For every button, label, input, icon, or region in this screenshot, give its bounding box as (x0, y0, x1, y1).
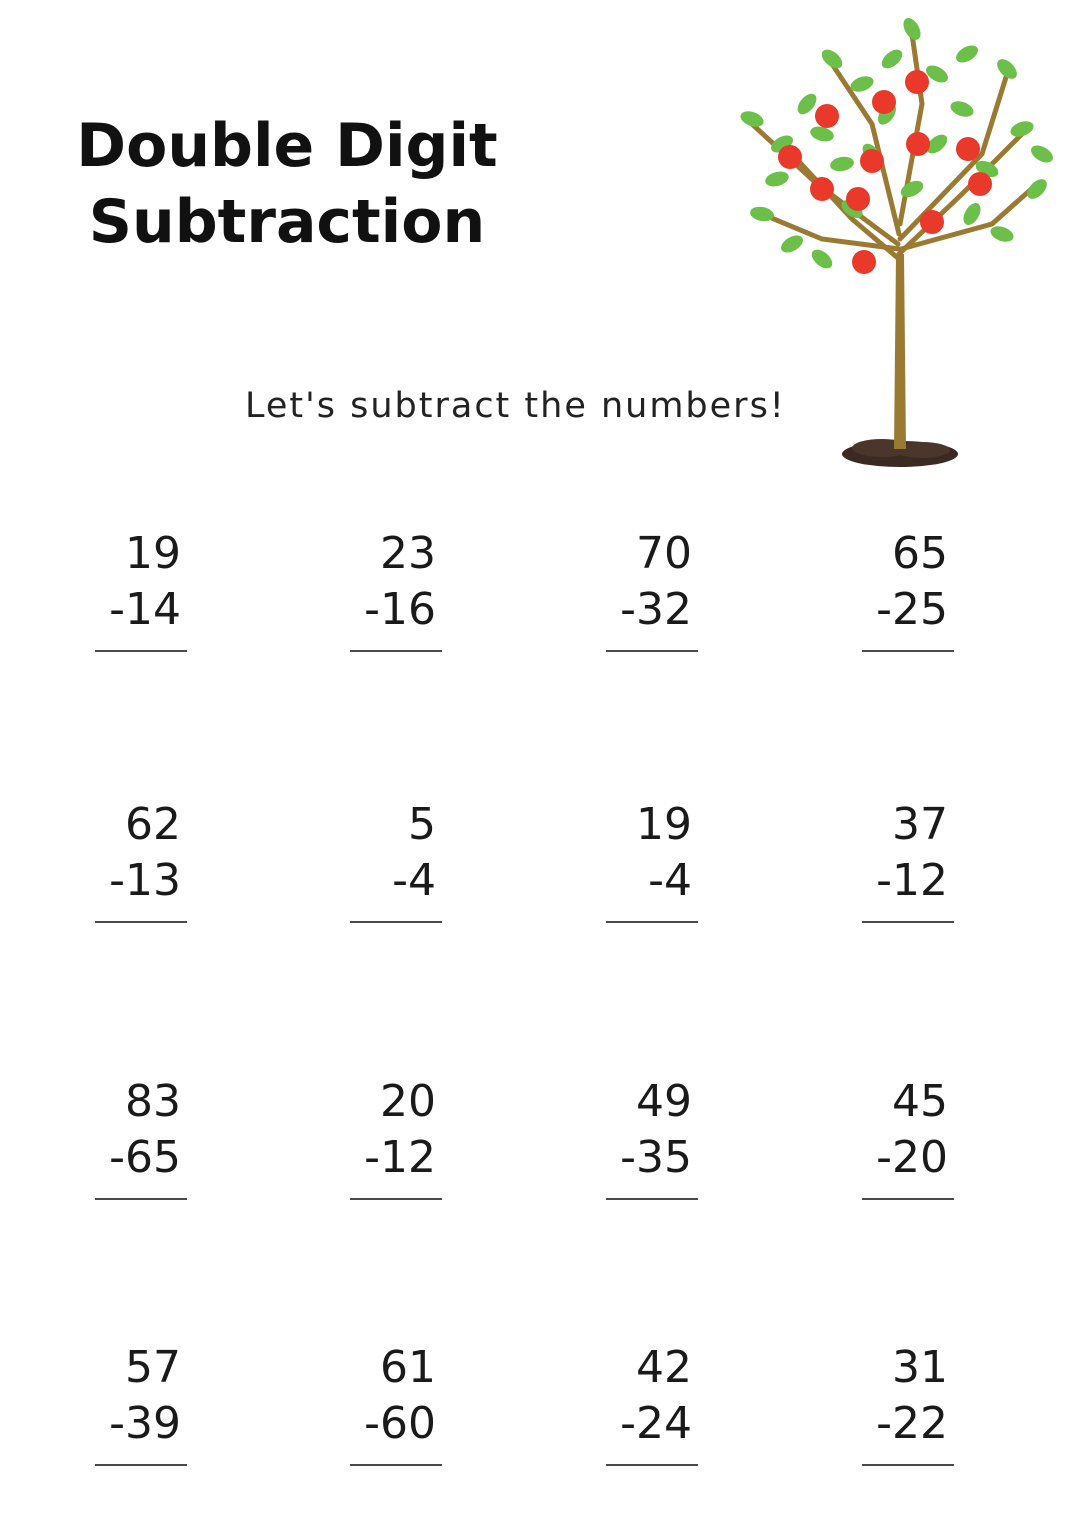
problem (606, 528, 698, 668)
problem (350, 528, 442, 668)
minuend: 57 (125, 1342, 181, 1393)
problem (606, 1076, 698, 1216)
answer-line (350, 650, 442, 652)
minuend: 42 (636, 1342, 692, 1393)
problem (862, 1342, 954, 1482)
minuend: 5 (408, 799, 436, 850)
minuend: 45 (892, 1076, 948, 1127)
subtrahend: -12 (876, 855, 948, 906)
problem (862, 528, 954, 668)
answer-line (862, 1198, 954, 1200)
subtrahend: -25 (876, 584, 948, 635)
apple-tree-icon (722, 4, 1062, 474)
title-line-2: Subtraction (88, 187, 486, 257)
problem (95, 1076, 187, 1216)
subtrahend: -13 (109, 855, 181, 906)
problem (350, 799, 442, 939)
subtrahend: -35 (620, 1132, 692, 1183)
problem (350, 1342, 442, 1482)
minuend: 61 (380, 1342, 436, 1393)
minuend: 83 (125, 1076, 181, 1127)
answer-line (606, 1464, 698, 1466)
problem (606, 799, 698, 939)
subtrahend: -12 (364, 1132, 436, 1183)
minuend: 37 (892, 799, 948, 850)
subtrahend: -65 (109, 1132, 181, 1183)
subtrahend: -22 (876, 1398, 948, 1449)
answer-line (606, 921, 698, 923)
problem (95, 528, 187, 668)
minuend: 65 (892, 528, 948, 579)
minuend: 23 (380, 528, 436, 579)
subtrahend: -39 (109, 1398, 181, 1449)
answer-line (95, 921, 187, 923)
subtrahend: -4 (392, 855, 436, 906)
problem (95, 799, 187, 939)
answer-line (350, 921, 442, 923)
minuend: 19 (125, 528, 181, 579)
problem (350, 1076, 442, 1216)
title-line-1: Double Digit (76, 111, 498, 181)
answer-line (95, 1198, 187, 1200)
subtrahend: -4 (648, 855, 692, 906)
subtrahend: -24 (620, 1398, 692, 1449)
problem (862, 1076, 954, 1216)
answer-line (862, 650, 954, 652)
subtrahend: -16 (364, 584, 436, 635)
answer-line (350, 1198, 442, 1200)
minuend: 31 (892, 1342, 948, 1393)
minuend: 19 (636, 799, 692, 850)
answer-line (350, 1464, 442, 1466)
answer-line (862, 1464, 954, 1466)
subtrahend: -60 (364, 1398, 436, 1449)
problem (95, 1342, 187, 1482)
answer-line (95, 1464, 187, 1466)
page-title (72, 108, 502, 260)
subtrahend: -32 (620, 584, 692, 635)
problem (862, 799, 954, 939)
answer-line (862, 921, 954, 923)
answer-line (606, 1198, 698, 1200)
instructions: Let's subtract the numbers! (245, 386, 786, 426)
minuend: 70 (636, 528, 692, 579)
answer-line (95, 650, 187, 652)
minuend: 20 (380, 1076, 436, 1127)
subtrahend: -20 (876, 1132, 948, 1183)
problem (606, 1342, 698, 1482)
answer-line (606, 650, 698, 652)
minuend: 62 (125, 799, 181, 850)
minuend: 49 (636, 1076, 692, 1127)
subtrahend: -14 (109, 584, 181, 635)
